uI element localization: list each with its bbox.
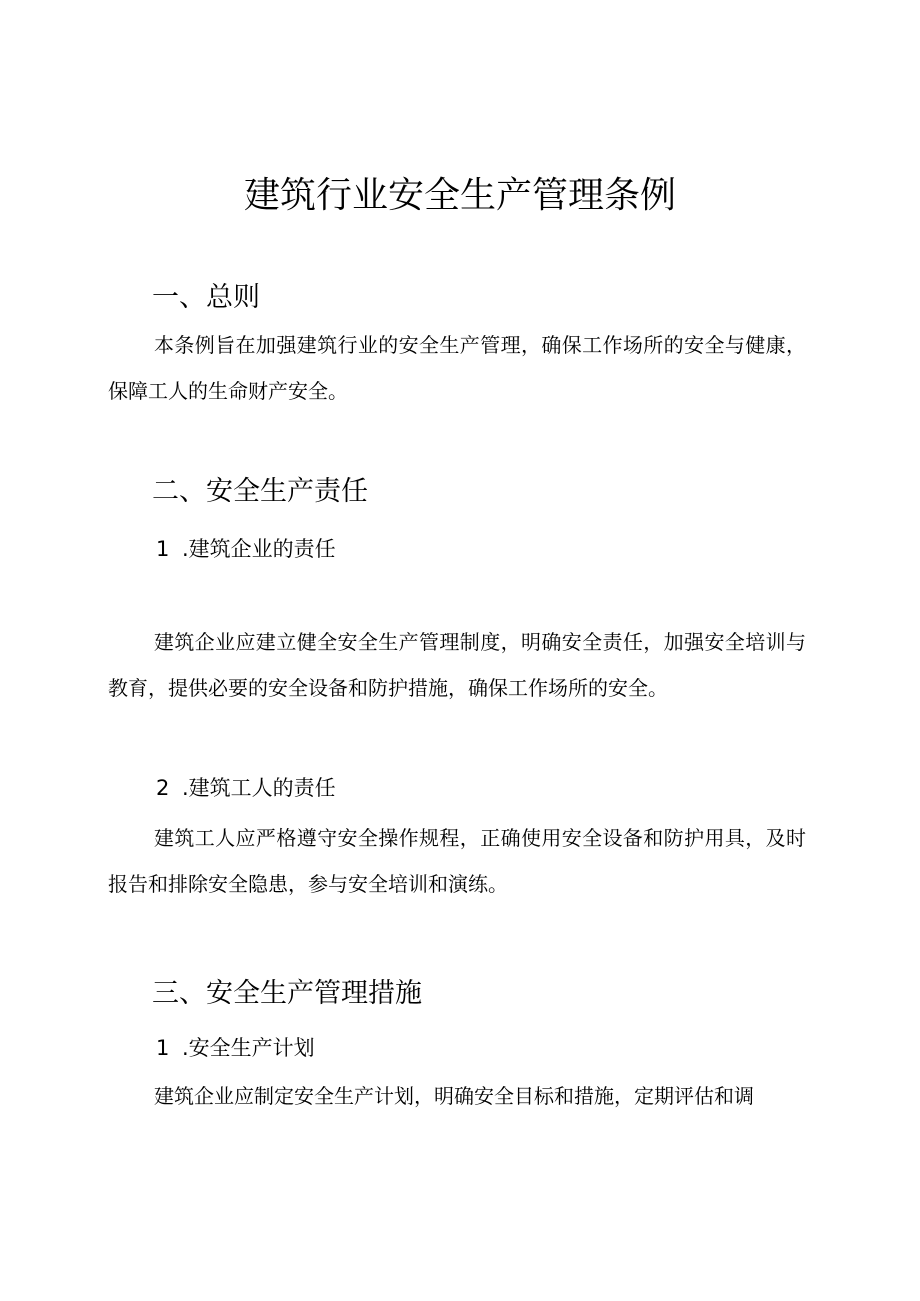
subsection-heading-enterprise (156, 534, 336, 564)
subsection-number: 1 (156, 1036, 170, 1060)
subsection-title: .安全生产计划 (182, 1036, 315, 1060)
subsection-paragraph-enterprise: 建筑企业应建立健全安全生产管理制度，明确安全责任，加强安全培训与教育，提供必要的安全设备和防护措施，确保工作场所的安全。 (108, 630, 806, 700)
subsection-heading-plan (156, 1033, 315, 1063)
subsection-title: .建筑企业的责任 (182, 537, 336, 561)
section-heading-general: 一、总则 (152, 282, 260, 313)
subsection-title: .建筑工人的责任 (182, 776, 336, 800)
subsection-number: 1 (156, 537, 170, 561)
document-title: 建筑行业安全生产管理条例 (243, 175, 676, 216)
section-heading-responsibility: 二、安全生产责任 (152, 476, 368, 507)
subsection-heading-workers (156, 773, 336, 803)
subsection-paragraph-plan: 建筑企业应制定安全生产计划，明确安全目标和措施，定期评估和调 (154, 1084, 754, 1108)
section-paragraph-general: 本条例旨在加强建筑行业的安全生产管理，确保工作场所的安全与健康，保障工人的生命财产安全。 (108, 333, 806, 403)
section-heading-measures: 三、安全生产管理措施 (152, 978, 422, 1009)
subsection-number: 2 (156, 776, 170, 800)
subsection-paragraph-workers: 建筑工人应严格遵守安全操作规程，正确使用安全设备和防护用具，及时报告和排除安全隐患，参与安全培训和演练。 (108, 826, 806, 896)
